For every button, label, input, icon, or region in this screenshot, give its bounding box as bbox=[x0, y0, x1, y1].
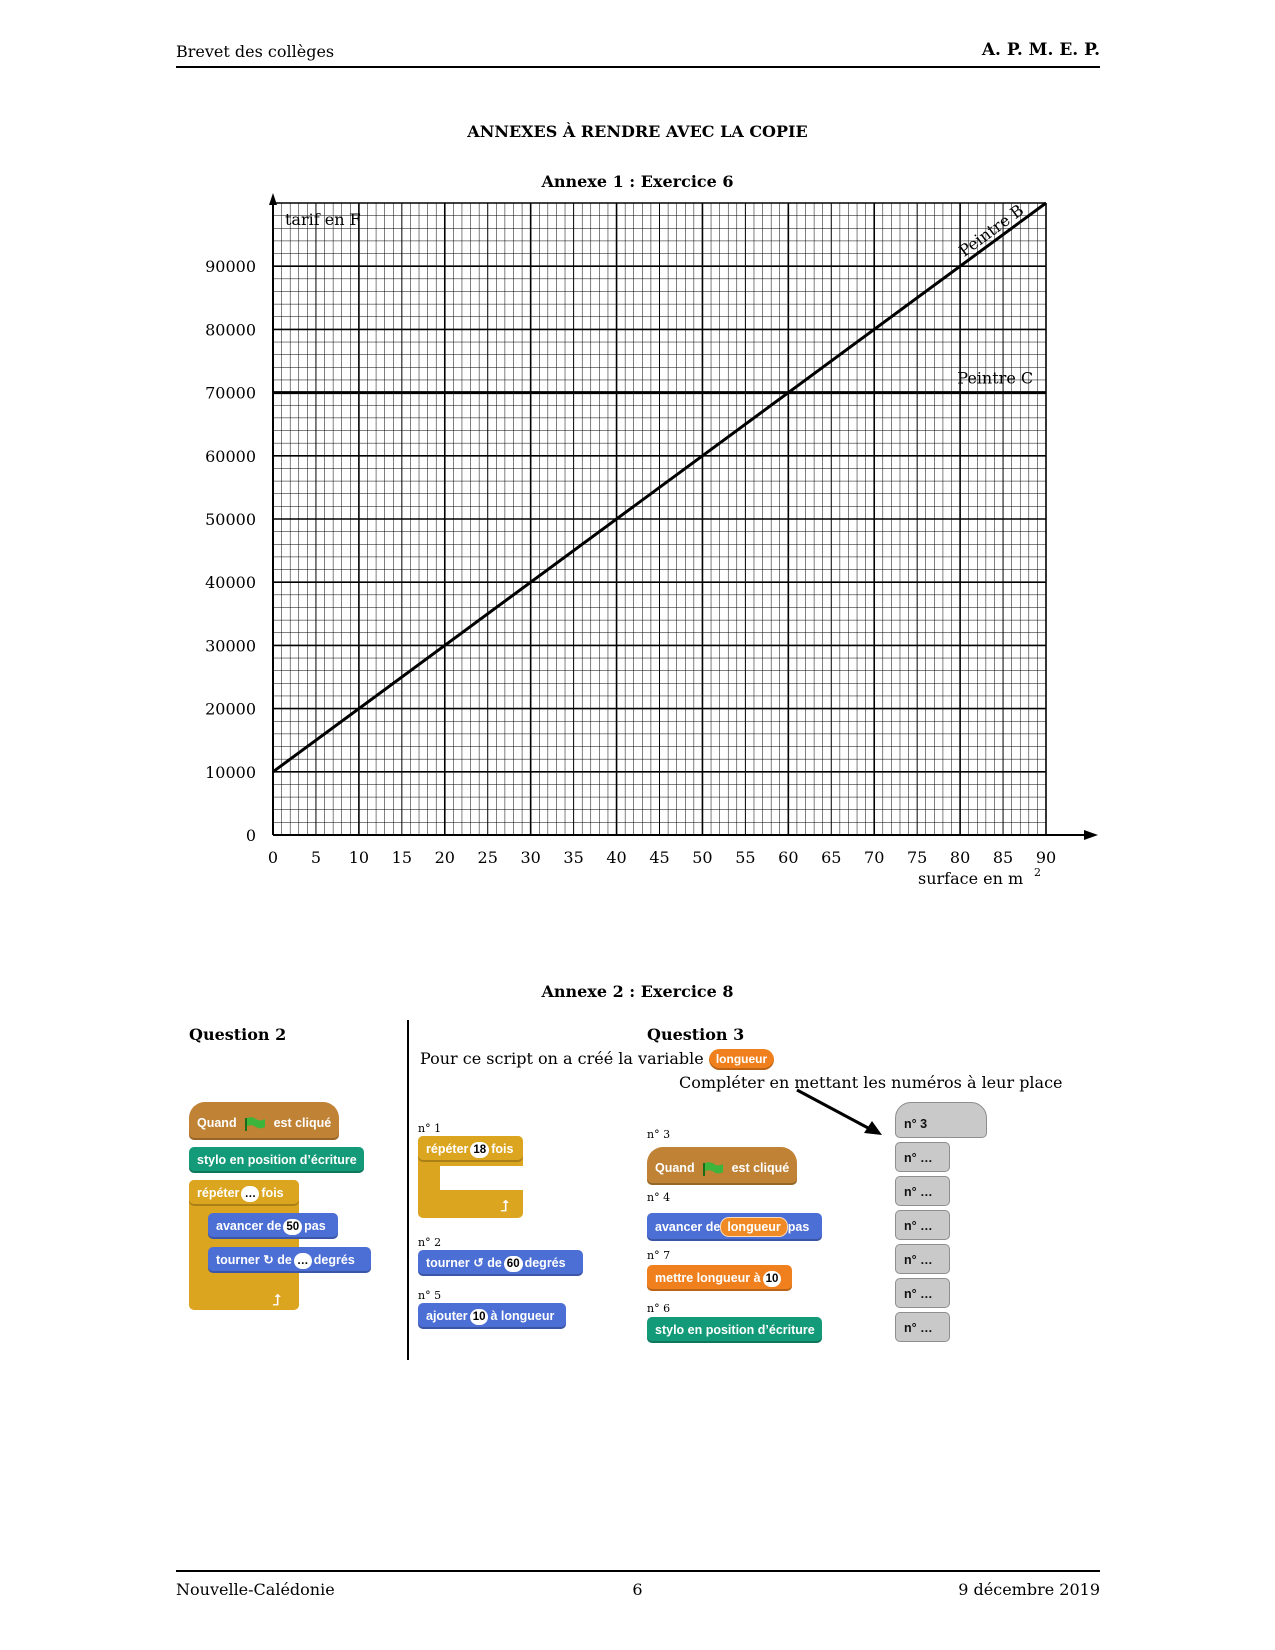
n5-label: n° 5 bbox=[418, 1289, 442, 1302]
question3-title: Question 3 bbox=[647, 1025, 745, 1044]
x-tick-label: 35 bbox=[563, 848, 584, 867]
answer-slot-4[interactable]: n° … bbox=[895, 1210, 950, 1240]
footer-right: 9 décembre 2019 bbox=[958, 1580, 1100, 1599]
y-tick-label: 30000 bbox=[205, 636, 256, 656]
answer-slot-5[interactable]: n° … bbox=[895, 1244, 950, 1274]
q2-repeter-label: répéter bbox=[197, 1186, 240, 1200]
n2-turn-block[interactable] bbox=[418, 1250, 583, 1276]
n5-value-slot[interactable]: 10 bbox=[470, 1309, 489, 1325]
answer-slot-3[interactable]: n° … bbox=[895, 1176, 950, 1206]
x-tick-label: 30 bbox=[520, 848, 541, 867]
q2-repeat-header bbox=[189, 1180, 299, 1206]
y-axis-arrow bbox=[269, 193, 277, 205]
n1-loop-arrow-icon: ⮥ bbox=[500, 1196, 510, 1215]
n2-label: n° 2 bbox=[418, 1236, 442, 1249]
q2-degres-label: degrés bbox=[313, 1253, 355, 1267]
x-tick-label: 45 bbox=[649, 848, 670, 867]
x-tick-label: 5 bbox=[310, 848, 322, 867]
q2-turn-block[interactable] bbox=[208, 1247, 371, 1273]
q2-move-value-slot[interactable]: 50 bbox=[283, 1219, 302, 1235]
n1-label: n° 1 bbox=[418, 1122, 442, 1135]
x-tick-label: 15 bbox=[391, 848, 413, 867]
x-tick-label: 65 bbox=[821, 848, 842, 867]
q2-de-label: de bbox=[277, 1253, 292, 1267]
q2-stylo-label: stylo en position d’écriture bbox=[197, 1153, 357, 1167]
x-tick-label: 25 bbox=[477, 848, 498, 867]
x-tick-label: 0 bbox=[267, 848, 279, 867]
x-tick-label: 10 bbox=[348, 848, 370, 867]
y-tick-label: 20000 bbox=[205, 699, 256, 719]
y-tick-label: 0 bbox=[245, 826, 256, 845]
x-tick-label: 40 bbox=[606, 848, 627, 867]
x-tick-label: 90 bbox=[1035, 848, 1057, 867]
n1-repeat-mouth bbox=[440, 1166, 523, 1190]
q2-when-flag-block[interactable] bbox=[189, 1102, 339, 1140]
x-axis-arrow bbox=[1084, 830, 1098, 840]
q2-pas-label: pas bbox=[304, 1219, 326, 1233]
n7-mettre-label: mettre longueur à bbox=[655, 1271, 761, 1285]
q2-move-block[interactable] bbox=[208, 1213, 338, 1239]
n2-de-label: de bbox=[487, 1256, 502, 1270]
y-tick-label: 50000 bbox=[205, 510, 256, 529]
pointer-arrow-icon bbox=[790, 1085, 890, 1140]
annexe1-title: Annexe 1 : Exercice 6 bbox=[541, 172, 734, 191]
y-tick-label: 10000 bbox=[205, 762, 256, 782]
q2-turn-value-slot[interactable]: … bbox=[294, 1253, 312, 1269]
rotate-right-icon: ↻ bbox=[263, 1253, 274, 1267]
footer-rule bbox=[176, 1570, 1100, 1572]
n1-repeter-label: répéter bbox=[426, 1142, 469, 1156]
n2-degres-label: degrés bbox=[524, 1256, 566, 1270]
n1-fois-label: fois bbox=[491, 1142, 514, 1156]
n4-label: n° 4 bbox=[647, 1191, 671, 1204]
x-tick-label: 75 bbox=[906, 848, 928, 867]
column-divider bbox=[407, 1020, 409, 1360]
n1-count-slot[interactable]: 18 bbox=[470, 1142, 489, 1158]
x-axis-label-superscript: 2 bbox=[1034, 866, 1041, 879]
q2-repeat-count-slot[interactable]: … bbox=[241, 1186, 259, 1202]
n2-value-slot[interactable]: 60 bbox=[504, 1256, 523, 1272]
x-tick-label: 80 bbox=[949, 848, 971, 867]
x-tick-label: 55 bbox=[735, 848, 756, 867]
q2-tourner-label: tourner bbox=[216, 1253, 260, 1267]
q3-intro bbox=[420, 1049, 774, 1071]
n7-set-variable-block[interactable] bbox=[647, 1265, 792, 1291]
x-axis-label: surface en m bbox=[918, 869, 1024, 888]
n5-a-longueur-label: à longueur bbox=[490, 1309, 555, 1323]
footer-page-number: 6 bbox=[632, 1580, 643, 1599]
x-tick-label: 70 bbox=[864, 848, 885, 867]
answer-slot-1[interactable]: n° 3 bbox=[895, 1102, 987, 1138]
footer-left: Nouvelle-Calédonie bbox=[176, 1580, 335, 1599]
n3-green-flag-icon bbox=[702, 1162, 724, 1176]
x-tick-label: 20 bbox=[434, 848, 455, 867]
n2-rotate-left-icon: ↺ bbox=[473, 1256, 484, 1270]
y-axis-label: tarif en F bbox=[285, 210, 361, 229]
x-tick-label: 50 bbox=[692, 848, 713, 867]
answer-slot-7[interactable]: n° … bbox=[895, 1312, 950, 1342]
y-tick-label: 60000 bbox=[205, 446, 256, 466]
n6-label: n° 6 bbox=[647, 1302, 671, 1315]
n7-value-slot[interactable]: 10 bbox=[763, 1271, 782, 1287]
n4-avancer-label: avancer de bbox=[655, 1220, 721, 1234]
y-tick-label: 80000 bbox=[205, 320, 256, 340]
n7-label: n° 7 bbox=[647, 1249, 671, 1262]
q2-quand-label: Quand bbox=[197, 1116, 237, 1130]
series-label-peintre-c: Peintre C bbox=[957, 368, 1034, 388]
n4-move-block[interactable] bbox=[647, 1213, 822, 1241]
n3-when-flag-block[interactable] bbox=[647, 1147, 797, 1185]
n5-change-block[interactable] bbox=[418, 1303, 566, 1329]
y-tick-label: 90000 bbox=[205, 257, 256, 277]
q2-fois-label: fois bbox=[261, 1186, 284, 1200]
green-flag-icon bbox=[244, 1117, 266, 1131]
n1-repeat-header bbox=[418, 1136, 523, 1162]
q2-pen-down-block[interactable] bbox=[189, 1147, 364, 1173]
x-tick-label: 60 bbox=[778, 848, 799, 867]
q2-avancer-label: avancer de bbox=[216, 1219, 282, 1233]
n6-stylo-label: stylo en position d’écriture bbox=[655, 1323, 815, 1337]
q2-clique-label: est cliqué bbox=[273, 1116, 332, 1130]
answer-slot-6[interactable]: n° … bbox=[895, 1278, 950, 1308]
n2-tourner-label: tourner bbox=[426, 1256, 470, 1270]
variable-longueur-badge: longueur bbox=[709, 1049, 774, 1070]
n3-quand-label: Quand bbox=[655, 1161, 695, 1175]
x-tick-label: 85 bbox=[992, 848, 1014, 867]
question2-title: Question 2 bbox=[189, 1025, 287, 1044]
header-left: Brevet des collèges bbox=[176, 42, 335, 61]
n6-pen-down-block[interactable] bbox=[647, 1317, 822, 1343]
y-tick-label: 40000 bbox=[205, 573, 256, 593]
loop-arrow-icon: ⮥ bbox=[272, 1290, 282, 1309]
n3-label: n° 3 bbox=[647, 1128, 671, 1141]
n4-longueur-variable: longueur bbox=[720, 1217, 787, 1237]
n3-clique-label: est cliqué bbox=[731, 1161, 790, 1175]
annexe2-title: Annexe 2 : Exercice 8 bbox=[541, 982, 734, 1001]
header-right: A. P. M. E. P. bbox=[981, 40, 1100, 60]
n5-ajouter-label: ajouter bbox=[426, 1309, 468, 1323]
page-title: ANNEXES À RENDRE AVEC LA COPIE bbox=[467, 122, 808, 141]
series-label-peintre-b: Peintre B bbox=[955, 200, 1028, 261]
q3-instruction: Compléter en mettant les numéros à leur place bbox=[679, 1073, 1063, 1092]
q3-intro-text: Pour ce script on a créé la variable bbox=[420, 1049, 704, 1068]
answer-slot-2[interactable]: n° … bbox=[895, 1142, 950, 1172]
y-tick-label: 70000 bbox=[205, 383, 256, 403]
n4-pas-label: pas bbox=[787, 1220, 810, 1234]
